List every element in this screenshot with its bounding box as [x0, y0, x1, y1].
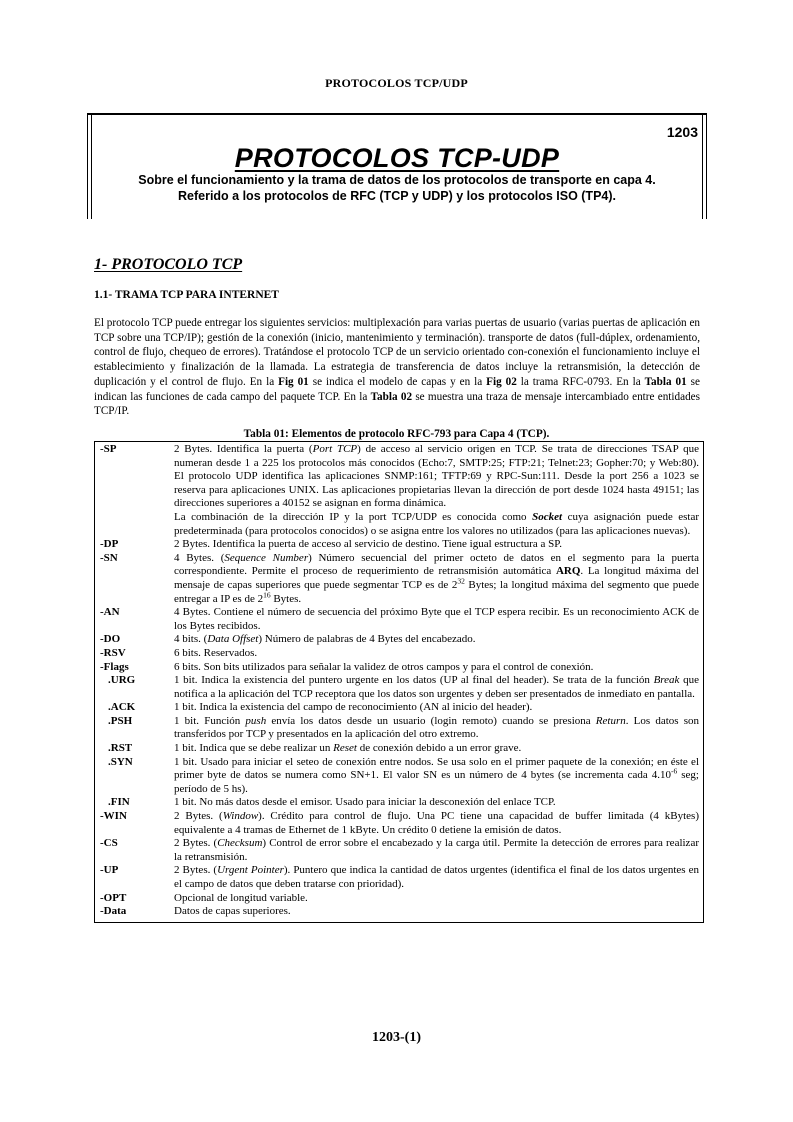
field-name: -Flags: [100, 660, 129, 673]
table-row: [95, 661, 703, 675]
field-description: 1 bit. Usado para iniciar el seteo de conexión entre nodos. Se usa solo en el primer paquete de la conexión; en éste el primer byte de datos se numera como SN+1. El valor SN es un número de 4 bytes (se incrementa cada $4.10^{-6}$ seg; período de 5 hs).: [174, 755, 699, 795]
table-row: [95, 647, 703, 661]
page-title: PROTOCOLOS TCP-UDP: [234, 143, 560, 173]
field-name: -SP: [100, 443, 117, 455]
table-row: [95, 511, 703, 538]
document-number: 1203: [666, 124, 698, 140]
field-name: .SYN: [108, 755, 133, 768]
table-row: [95, 905, 703, 919]
field-name: .FIN: [108, 796, 130, 809]
field-name: -UP: [100, 864, 119, 877]
field-name: -CS: [100, 837, 118, 850]
table-row: [95, 633, 703, 647]
table-row: [95, 864, 703, 891]
subtitle-line-1: Sobre el funcionamiento y la trama de datos de los protocolos de transporte en capa 4.: [138, 173, 656, 187]
field-name: .RST: [108, 742, 133, 755]
subtitle-line-2: Referido a los protocolos de RFC (TCP y UDP) y los protocolos ISO (TP4).: [177, 188, 616, 203]
table-row: [95, 552, 703, 606]
running-header: PROTOCOLOS TCP/UDP: [325, 76, 468, 90]
field-description: 6 bits. Son bits utilizados para señalar la validez de otros campos y para el control de conexión.: [174, 660, 594, 673]
field-name: -OPT: [100, 891, 127, 904]
table-row: [95, 538, 703, 552]
field-name: -Data: [100, 905, 127, 918]
field-description: Datos de capas superiores.: [174, 905, 291, 918]
table-row: [95, 674, 703, 701]
figure-ref-link[interactable]: Fig 01: [278, 375, 309, 388]
table-row: [95, 606, 703, 633]
paragraph-text: se muestra una traza de mensaje intercambiado entre entidades TCP/IP.: [94, 390, 700, 418]
table-row: [95, 810, 703, 837]
table-row: [95, 796, 703, 810]
field-description: 2 Bytes. (Checksum) Control de error sobre el encabezado y la carga útil. Permite la detección de errores para realizar la retransmisión.: [174, 837, 699, 863]
table-row: [95, 742, 703, 756]
table-row: [95, 443, 703, 511]
protocol-fields-table: [94, 441, 704, 923]
field-description: 6 bits. Reservados.: [174, 646, 258, 659]
field-name: -DP: [100, 538, 119, 551]
paragraph-text: se indican las funciones de cada campo del paquete TCP. En la: [94, 375, 700, 403]
field-description: Opcional de longitud variable.: [174, 891, 308, 904]
field-description: 1 bit. No más datos desde el emisor. Usado para iniciar la desconexión del enlace TCP.: [174, 796, 556, 809]
field-name: .ACK: [108, 701, 136, 714]
field-name: -SN: [100, 551, 118, 564]
field-description: La combinación de la dirección IP y la port TCP/UDP es conocida como Socket cuya asignación puede estar predeterminada (para protocolos conocidos) o se asigna entre los valores no utilizados (para las aplicaciones nuevas).: [174, 510, 700, 537]
field-description: 2 Bytes. Identifica la puerta de acceso al servicio de destino. Tiene igual estructura a SP.: [174, 538, 562, 551]
intro-paragraph: [94, 316, 700, 419]
table-row: [95, 756, 703, 797]
field-name: -RSV: [100, 646, 126, 659]
paragraph-text: se indica el modelo de capas y en la: [308, 375, 487, 388]
field-name: [95, 511, 174, 538]
table-caption: Tabla 01: Elementos de protocolo RFC-793 para Capa 4 (TCP).: [243, 428, 550, 440]
figure-ref-link[interactable]: Fig 02: [486, 375, 517, 388]
subsection-heading: 1.1- TRAMA TCP PARA INTERNET: [94, 289, 279, 301]
field-description: 1 bit. Indica que se debe realizar un Reset de conexión debido a un error grave.: [174, 742, 522, 755]
table-row: [95, 892, 703, 906]
section-heading: 1- PROTOCOLO TCP: [94, 256, 243, 273]
page-subtitle: [107, 173, 687, 204]
paragraph-text: El protocolo TCP puede entregar los siguientes servicios: multiplexación para varias puertas de usuario (varias puertas de aplicación en TCP sobre una TCP/IP); gestión de la conexión (inicio, mantenimiento y terminación). transporte de datos (full-dúplex, ordenamiento, control de flujo, chequeo de errores). Tratándose el protocolo TCP de un servicio orientado con-conexión el funcionamiento incluye el establecimiento y finalización de la llamada. La estrategia de transferencia de datos incluye la retransmisión, la detección de duplicación y el control de flujo. En la: [94, 317, 700, 388]
field-description: 1 bit. Función push envía los datos desde un usuario (login remoto) cuando se presiona Return. Los datos son transferidos por TCP y presentados en la aplicación del otro extremo.: [174, 714, 700, 741]
page-number: 1203-(1): [372, 1030, 421, 1045]
field-description: 4 Bytes. (Sequence Number) Número secuencial del primer octeto de datos en el segmento para la puerta correspondiente. Permite el proceso de requerimiento de retransmisión automática ARQ. La longitud máxima del mensaje de capas superiores que puede segmentar TCP es de $2^{32}$ Bytes; la longitud máxima del segmento que puede entregar a IP es de $2^{16}$ Bytes.: [174, 551, 699, 605]
table-row: [95, 715, 703, 742]
table-row: [95, 837, 703, 864]
field-description: 4 bits. (Data Offset) Número de palabras de 4 Bytes del encabezado.: [174, 633, 476, 646]
field-description: 1 bit. Indica la existencia del puntero urgente en los datos (UP al final del header). Se trata de la función Break que notifica a la aplicación del TCP receptora que los datos son urgentes y deben ser presentados de inmediato en pantalla.: [174, 674, 699, 700]
field-description: 1 bit. Indica la existencia del campo de reconocimiento (AN al inicio del header).: [174, 701, 533, 714]
field-description: 2 Bytes. Identifica la puerta (Port TCP) de acceso al servicio origen en TCP. Se trata de direcciones TSAP que numeran desde 1 a 225 los protocolos más conocidos (Echo:7, SMTP:25; FTP:21; Telnet:23; Gopher:70; y Web:80). El protocolo UDP identifica las aplicaciones SNMP:161; TFTP:69 y RPC-Sun:111. Desde la port 256 a 1023 se reserva para aplicaciones UNIX. Las aplicaciones propietarias llevan la dirección de port desde 1024 hasta 49151; las direcciones superiores a 40152 se asignan en forma dinámica.: [174, 443, 699, 510]
field-description: 2 Bytes. (Urgent Pointer). Puntero que indica la cantidad de datos urgentes (identifica el final de los datos urgentes en el campo de datos que deben tratarse con prioridad).: [174, 864, 699, 890]
table-ref-link[interactable]: Tabla 02: [370, 390, 413, 403]
paragraph-text: la trama RFC-0793. En la: [516, 375, 645, 388]
field-name: -DO: [100, 633, 121, 646]
field-name: .PSH: [108, 714, 133, 727]
field-name: -AN: [100, 606, 120, 619]
field-description: 2 Bytes. (Window). Crédito para control de flujo. Una PC tiene una capacidad de buffer limitada (4 kBytes) equivalente a 4 tramas de Ethernet de 1 kByte. Un crédito 0 detiene la emisión de datos.: [174, 810, 699, 836]
title-box: [87, 113, 707, 219]
table-row: [95, 701, 703, 715]
table-ref-link[interactable]: Tabla 01: [644, 375, 687, 388]
field-name: .URG: [108, 674, 136, 687]
field-name: -WIN: [100, 810, 127, 823]
field-description: 4 Bytes. Contiene el número de secuencia del próximo Byte que el TCP espera recibir. Es un reconocimiento ACK de los Bytes recibidos.: [174, 606, 699, 632]
